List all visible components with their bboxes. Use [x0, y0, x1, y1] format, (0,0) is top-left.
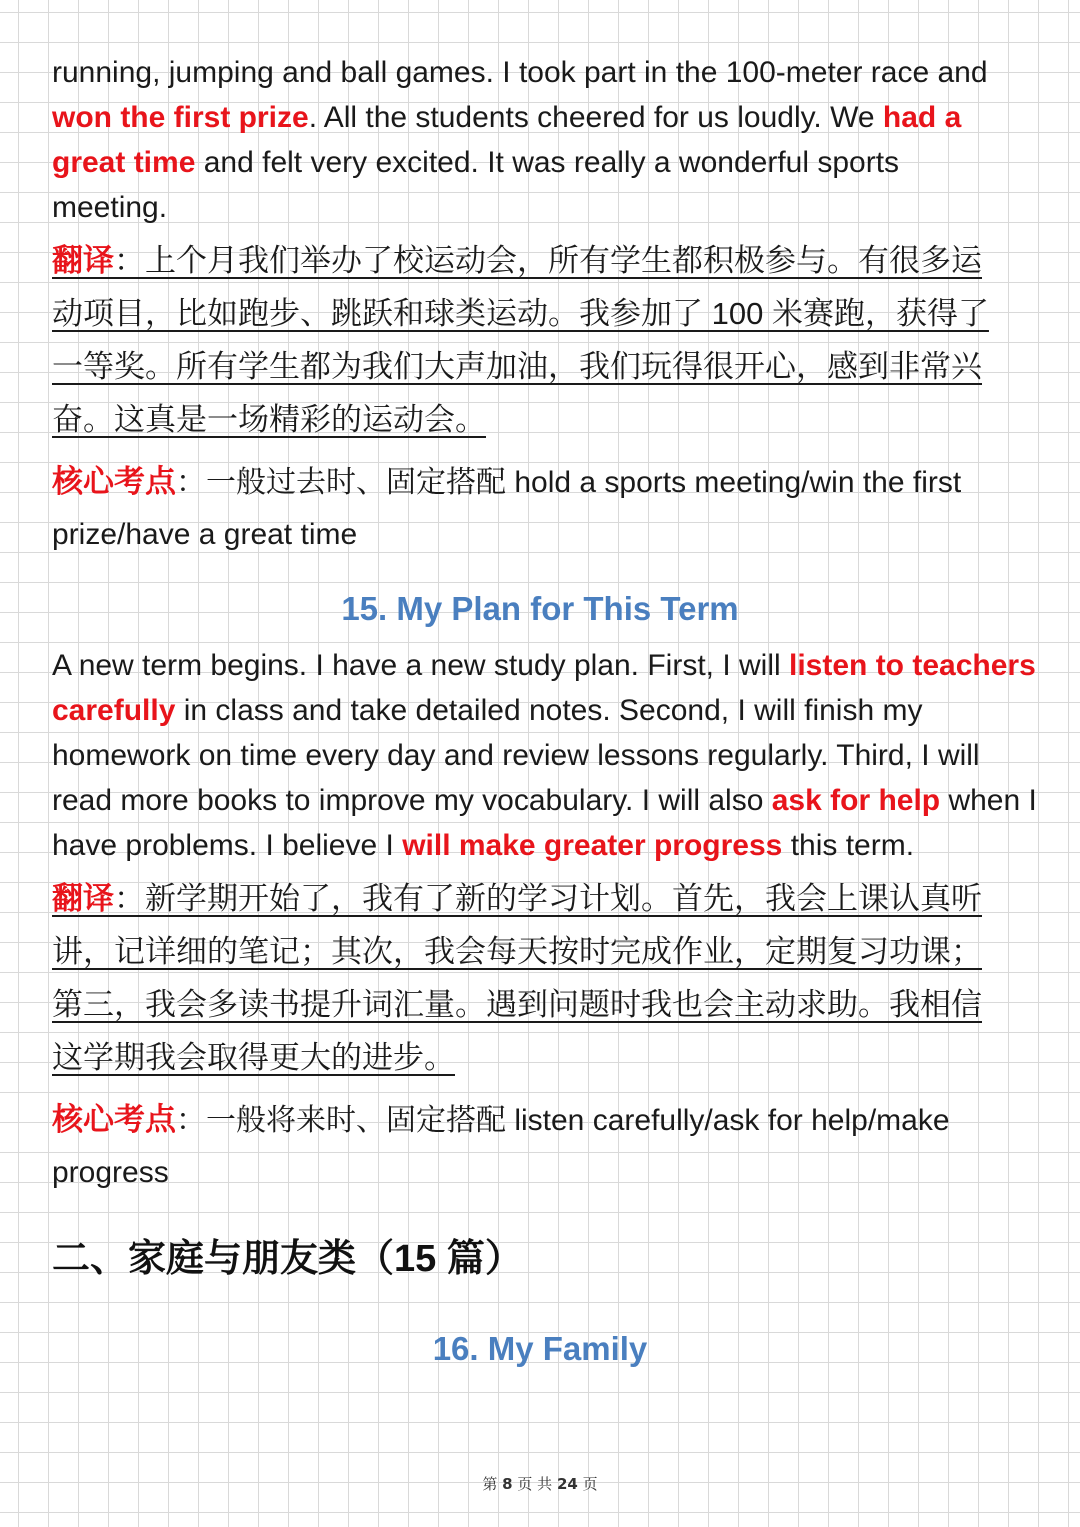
story14-keypoints-label: 核心考点	[52, 464, 176, 499]
story15-keypoints	[52, 1094, 1032, 1199]
story15-run-6: this term.	[782, 829, 915, 862]
story14-run-3-highlight: had a great time	[52, 101, 962, 179]
footer-prefix: 第	[482, 1475, 498, 1493]
story14-run-4: and felt very excited. It was really a wonderful sports meeting.	[52, 146, 900, 224]
story14-translation-label: 翻译	[52, 243, 114, 278]
story16-title: 16. My Family	[432, 1330, 648, 1367]
story14-paragraph	[52, 50, 1012, 230]
story15-run-2: in class and take detailed notes. Second, I will finish my homework on time every day and review lessons regularly. Third, I will read more books to improve my vocabulary. I will also	[52, 694, 980, 817]
footer-current-page: 8	[502, 1475, 513, 1493]
story15-run-4: when I have problems. I believe I	[52, 784, 1037, 862]
story15-keypoints-sep: ：	[176, 1104, 206, 1137]
story14-keypoints-text: 一般过去时、固定搭配 hold a sports meeting/win the first prize/have a great time	[52, 466, 962, 551]
document-page	[52, 50, 1042, 1369]
story14-translation	[52, 234, 1002, 446]
story15-title: 15. My Plan for This Term	[341, 590, 739, 627]
story15-translation-label: 翻译	[52, 881, 114, 916]
story15-paragraph	[52, 643, 1042, 868]
story15-run-5-highlight: will make greater progress	[402, 829, 783, 862]
story15-keypoints-label: 核心考点	[52, 1102, 176, 1137]
story14-keypoints	[52, 456, 992, 561]
story15-translation	[52, 872, 1002, 1084]
story15-translation-sep: ：	[114, 881, 145, 916]
story15-keypoints-text: 一般将来时、固定搭配 listen carefully/ask for help/make progress	[52, 1104, 950, 1189]
story14-run-0: running, jumping and ball games. I took part in the 100-meter race and	[52, 56, 988, 89]
footer-total-pages: 24	[556, 1475, 578, 1493]
footer-suffix: 页	[582, 1475, 598, 1493]
story14-run-2: . All the students cheered for us loudly. We	[308, 101, 883, 134]
story15-run-3-highlight: ask for help	[771, 784, 941, 817]
story14-translation-sep: ：	[114, 243, 145, 278]
page-footer	[0, 1473, 1080, 1494]
section-heading: 二、家庭与朋友类（15 篇）	[52, 1238, 523, 1280]
footer-middle: 页 共	[517, 1475, 553, 1493]
story15-run-0: A new term begins. I have a new study plan. First, I will	[52, 649, 789, 682]
story15-translation-text: 新学期开始了，我有了新的学习计划。首先，我会上课认真听讲，记详细的笔记；其次，我会每天按时完成作业，定期复习功课；第三，我会多读书提升词汇量。遇到问题时我也会主动求助。我相信这学期我会取得更大的进步。	[52, 881, 982, 1075]
story15-run-1-highlight: listen to teachers carefully	[52, 649, 1036, 727]
story14-translation-text: 上个月我们举办了校运动会，所有学生都积极参与。有很多运动项目，比如跑步、跳跃和球类运动。我参加了 100 米赛跑，获得了一等奖。所有学生都为我们大声加油，我们玩得很开心，感到非常兴奋。这真是一场精彩的运动会。	[52, 243, 989, 437]
story14-run-1-highlight: won the first prize	[52, 101, 309, 134]
story14-keypoints-sep: ：	[176, 466, 206, 499]
